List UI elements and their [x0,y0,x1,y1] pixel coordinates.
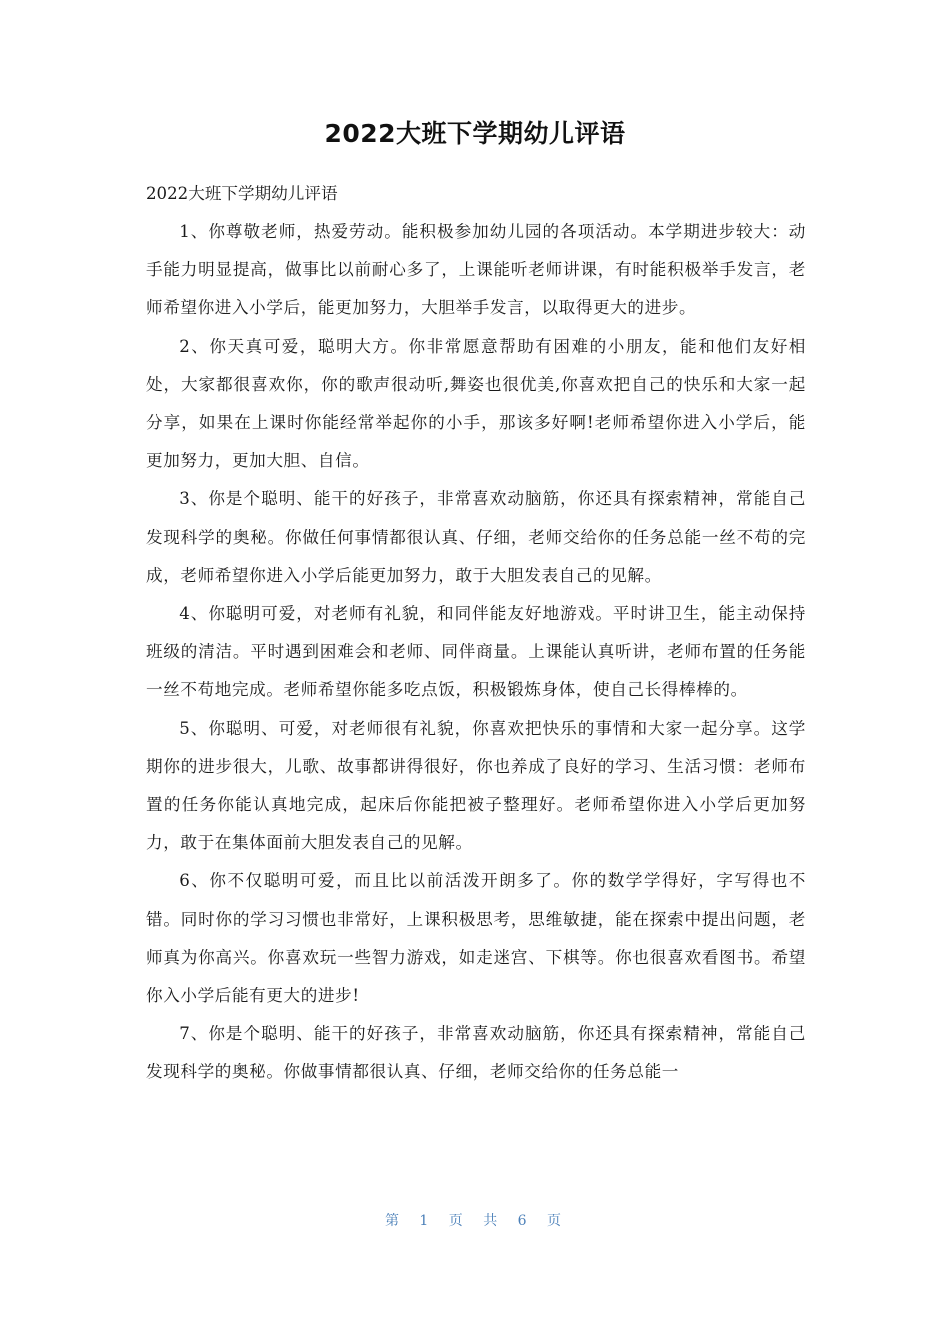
document-subtitle: 2022大班下学期幼儿评语 [146,184,338,203]
document-title: 2022大班下学期幼儿评语 [324,119,626,148]
comment-paragraph-1: 1、你尊敬老师，热爱劳动。能积极参加幼儿园的各项活动。本学期进步较大：动手能力明显提高，做事比以前耐心多了，上课能听老师讲课，有时能积极举手发言，老师希望你进入小学后，能更加努力，大胆举手发言，以取得更大的进步。 [146,222,806,318]
comment-paragraph-4: 4、你聪明可爱，对老师有礼貌，和同伴能友好地游戏。平时讲卫生，能主动保持班级的清洁。平时遇到困难会和老师、同伴商量。上课能认真听讲，老师布置的任务能一丝不苟地完成。老师希望你能多吃点饭，积极锻炼身体，使自己长得棒棒的。 [146,604,806,700]
document-body [146,175,806,1092]
comment-paragraph-3: 3、你是个聪明、能干的好孩子，非常喜欢动脑筋，你还具有探索精神，常能自己发现科学的奥秘。你做任何事情都很认真、仔细，老师交给你的任务总能一丝不苟的完成，老师希望你进入小学后能更加努力，敢于大胆发表自己的见解。 [146,489,806,585]
comment-paragraph-2: 2、你天真可爱，聪明大方。你非常愿意帮助有困难的小朋友，能和他们友好相处，大家都很喜欢你，你的歌声很动听,舞姿也很优美,你喜欢把自己的快乐和大家一起分享，如果在上课时你能经常举起你的小手，那该多好啊!老师希望你进入小学后，能更加努力，更加大胆、自信。 [146,336,806,471]
page-number-footer: 第 1 页 共 6 页 [384,1213,566,1229]
comment-paragraph-6: 6、你不仅聪明可爱，而且比以前活泼开朗多了。你的数学学得好，字写得也不错。同时你的学习习惯也非常好，上课积极思考，思维敏捷，能在探索中提出问题，老师真为你高兴。你喜欢玩一些智力游戏，如走迷宫、下棋等。你也很喜欢看图书。希望你入小学后能有更大的进步! [146,871,806,1006]
comment-paragraph-5: 5、你聪明、可爱，对老师很有礼貌，你喜欢把快乐的事情和大家一起分享。这学期你的进步很大，儿歌、故事都讲得很好，你也养成了良好的学习、生活习惯：老师布置的任务你能认真地完成，起床后你能把被子整理好。老师希望你进入小学后更加努力，敢于在集体面前大胆发表自己的见解。 [146,718,806,853]
comment-paragraph-7: 7、你是个聪明、能干的好孩子，非常喜欢动脑筋，你还具有探索精神，常能自己发现科学的奥秘。你做事情都很认真、仔细，老师交给你的任务总能一 [146,1024,806,1082]
